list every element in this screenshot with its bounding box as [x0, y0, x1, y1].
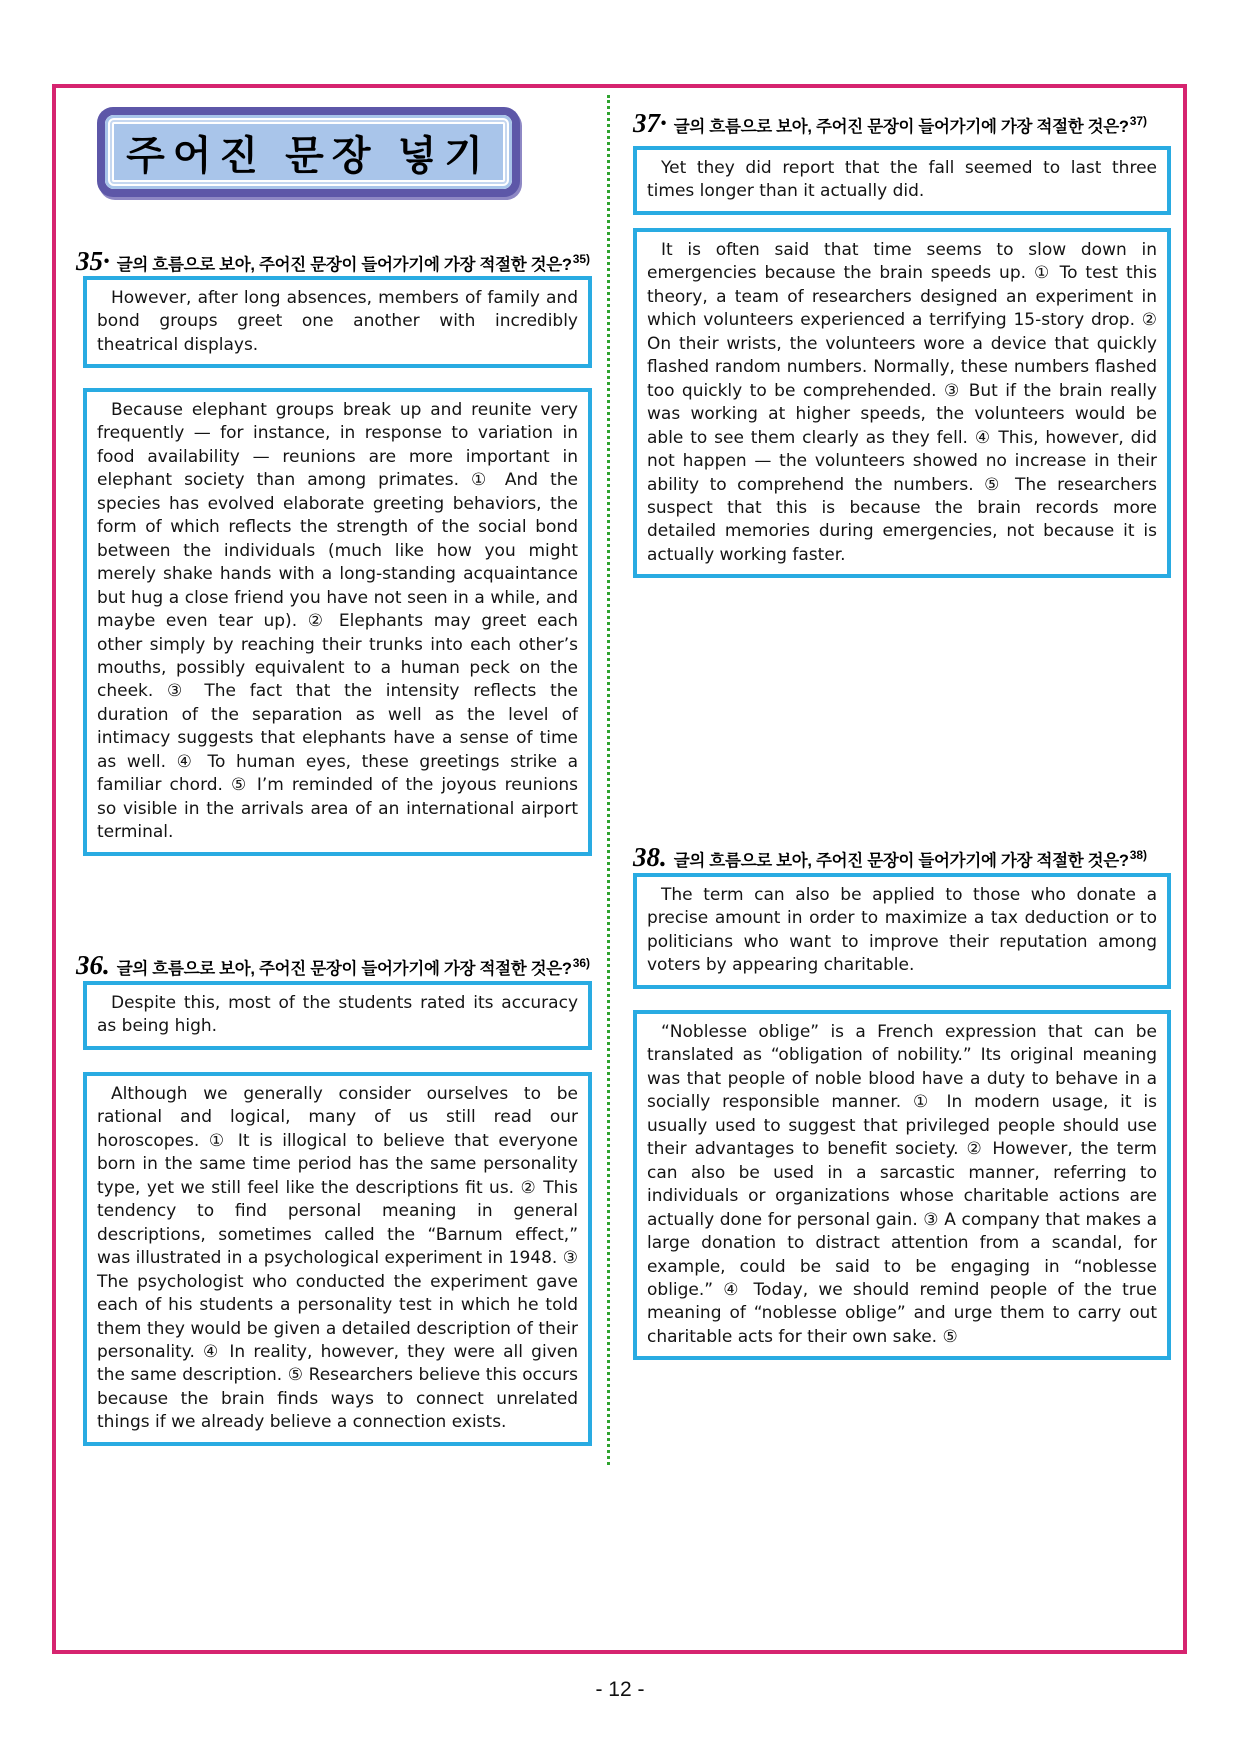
question-36-footnote: 36): [572, 956, 591, 970]
section-title-box: [97, 107, 520, 197]
question-35-given-sentence: However, after long absences, members of family and bond groups greet one another with incredibly theatrical displays.: [97, 288, 578, 355]
question-35-prompt: 글의 흐름으로 보아, 주어진 문장이 들어가기에 가장 적절한 것은?: [116, 256, 572, 274]
section-title: 주어진 문장 넣기: [126, 133, 491, 178]
question-37-header: [633, 108, 1147, 139]
question-37-number: 37·: [633, 108, 667, 138]
page-number: - 12 -: [595, 1678, 645, 1701]
question-37-prompt: 글의 흐름으로 보아, 주어진 문장이 들어가기에 가장 적절한 것은?: [673, 118, 1129, 136]
question-36-prompt: 글의 흐름으로 보아, 주어진 문장이 들어가기에 가장 적절한 것은?: [116, 960, 572, 978]
question-38-number: 38.: [633, 842, 667, 872]
question-37-passage: It is often said that time seems to slow down in emergencies because the brain speeds up. ① To test this theory, a team of researchers designed an experiment in which volunteers experienced a terrifying 15-story drop. ② On their wrists, the volunteers wore a device that quickly flashed random numbers. Normally, these numbers flashed too quickly to be comprehended. ③ But if the brain really was working at higher speeds, the volunteers would be able to see them clearly as they fell. ④ This, however, did not happen — the volunteers showed no increase in their ability to comprehend the numbers. ⑤ The researchers suspect that this is because the brain records more detailed memories during emergencies, not because it is actually working faster.: [647, 240, 1157, 565]
question-36-passage-box: [83, 1072, 592, 1446]
question-38-footnote: 38): [1129, 848, 1148, 862]
question-38-header: [633, 842, 1147, 873]
question-35-given-sentence-box: [83, 276, 592, 368]
section-title-inner: [105, 115, 512, 189]
question-36-given-sentence-box: [83, 981, 592, 1050]
question-38-given-sentence: The term can also be applied to those who donate a precise amount in order to maximize a tax deduction or to politicians who want to improve their reputation among voters by appearing charitable.: [647, 885, 1157, 976]
question-37-passage-box: [633, 228, 1171, 578]
question-38-passage: “Noblesse oblige” is a French expression that can be translated as “obligation of nobility.” Its original meaning was that people of noble blood have a duty to behave in a socially responsible manner. ① In modern usage, it is usually used to suggest that privileged people should use their advantages to benefit society. ② However, the term can also be used in a sarcastic manner, referring to individuals or organizations whose charitable actions are actually done for personal gain. ③ A company that makes a large donation to distract attention from a scandal, for example, could be said to be engaging in “noblesse oblige.” ④ Today, we should remind people of the true meaning of “noblesse oblige” and urge them to carry out charitable acts for their own sake. ⑤: [647, 1022, 1157, 1347]
question-35-footnote: 35): [572, 252, 591, 266]
question-36-passage: Although we generally consider ourselves to be rational and logical, many of us still read our horoscopes. ① It is illogical to believe that everyone born in the same time period has the same personality type, yet we still feel like the descriptions fit us. ② This tendency to find personal meaning in general descriptions, sometimes called the “Barnum effect,” was illustrated in a psychological experiment in 1948. ③ The psychologist who conducted the experiment gave each of his students a personality test in which he told them they would be given a detailed description of their personality. ④ In reality, however, they were all given the same description. ⑤ Researchers believe this occurs because the brain finds ways to connect unrelated things if we already believe a connection exists.: [97, 1084, 578, 1433]
question-35-passage: Because elephant groups break up and reunite very frequently — for instance, in response to variation in food availability — reunions are more important in elephant society than among primates. ① And the species has evolved elaborate greeting behaviors, the form of which reflects the strength of the social bond between the individuals (much like how you might merely shake hands with a long-standing acquaintance but hug a close friend you have not seen in a while, and maybe even tear up). ② Elephants may greet each other simply by reaching their trunks into each other’s mouths, possibly equivalent to a human peck on the cheek. ③ The fact that the intensity reflects the duration of the separation as well as the level of intimacy suggests that elephants have a sense of time as well. ④ To human eyes, these greetings strike a familiar chord. ⑤ I’m reminded of the joyous reunions so visible in the arrivals area of an international airport terminal.: [97, 400, 578, 843]
column-divider: [607, 95, 610, 1465]
question-35-header: [76, 246, 590, 277]
question-37-given-sentence: Yet they did report that the fall seemed to last three times longer than it actually did.: [647, 158, 1157, 202]
question-37-given-sentence-box: [633, 146, 1171, 215]
question-36-number: 36.: [76, 950, 110, 980]
question-35-passage-box: [83, 388, 592, 856]
question-35-number: 35·: [76, 246, 110, 276]
question-38-passage-box: [633, 1010, 1171, 1360]
question-38-given-sentence-box: [633, 873, 1171, 989]
question-38-prompt: 글의 흐름으로 보아, 주어진 문장이 들어가기에 가장 적절한 것은?: [673, 852, 1129, 870]
question-37-footnote: 37): [1129, 114, 1148, 128]
question-36-header: [76, 950, 590, 981]
question-36-given-sentence: Despite this, most of the students rated its accuracy as being high.: [97, 993, 578, 1037]
